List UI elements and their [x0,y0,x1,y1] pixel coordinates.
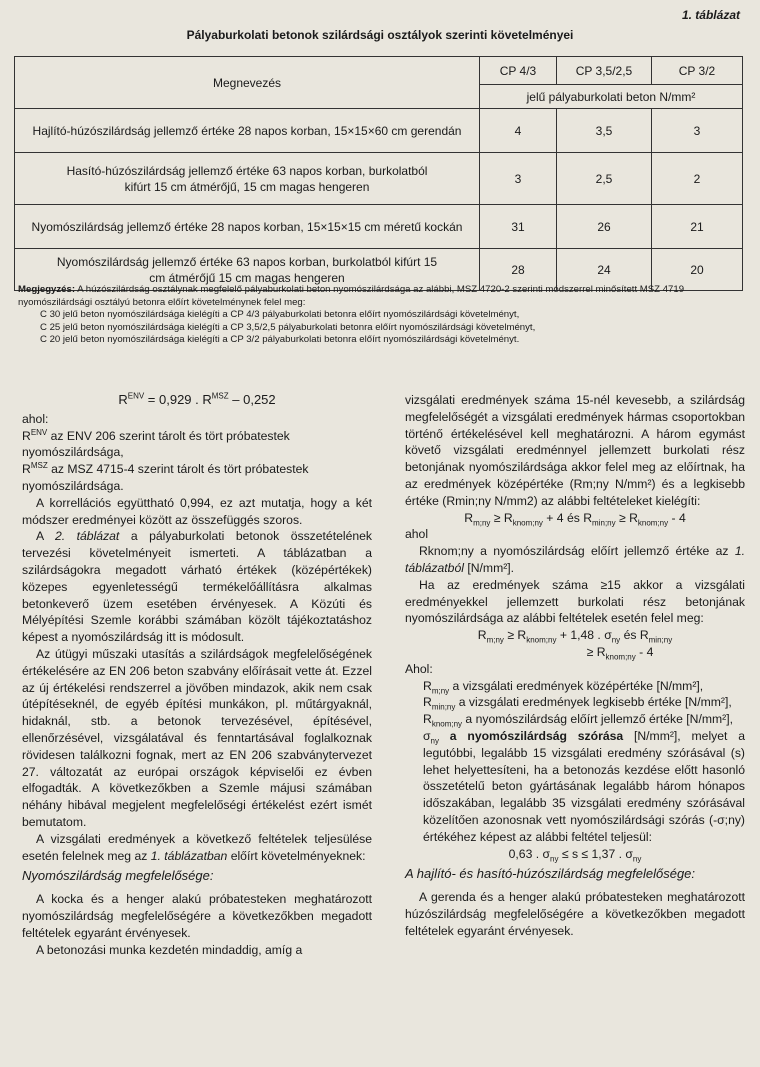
note-item: C 25 jelű beton nyomószilárdsága kielégíti a CP 3,5/2,5 pályaburkolati betonra előírt nyomószilárdsági követelményt, [40,321,536,333]
formula-env: $R^{ENV} = 0,929$ . $R^{MSZ} - 0,252$ [118,391,276,407]
table-label: 1. táblázat [681,8,740,22]
row-value: 24 [557,249,652,291]
row-name: Hajlító-húzószilárdság jellemző értéke 28 napos korban, 15×15×60 cm gerendán [15,109,480,153]
table-row [15,153,743,205]
header-name: Megnevezés [15,57,480,109]
paragraph: vizsgálati eredmények száma 15-nél kevesebb, a szilárdság megfelelőségét a vizsgálati eredmények hármas csoportokban történő értékelésével kell meghatározni. A három egymást követő vizsgálati eredménnyel jellemzett burkolati rész betonjának nyomószilárdsága akkor felel meg az előírtnak, ha az eredmények középértéke (Rm;ny N/mm²) és a legkisebb értéke (Rmin;ny N/mm2) az alábbi feltételeket kielégíti: [405,393,745,508]
requirements-table [14,56,743,291]
row-value: 31 [480,205,557,249]
row-name: Nyomószilárdság jellemző értéke 28 napos korban, 15×15×15 cm méretű kockán [15,205,480,249]
table-note [18,284,743,347]
header-class-1: CP 4/3 [480,57,557,85]
row-value: 20 [652,249,743,291]
formula-3: ≥ $R_{knom;ny} - 4$ [586,644,654,662]
table-row [15,109,743,153]
paragraph: Ha az eredmények száma ≥15 akkor a vizsgálati eredményekkel jellemzett burkolati rész betonjának nyomószilárdsága az alábbi feltételek esetén felel meg: [405,577,745,626]
row-name: Nyomószilárdság jellemző értéke 63 napos korban, burkolatból kifúrt 15 cm átmérőjű 15 cm magas hengeren [15,249,480,291]
left-column [22,392,372,958]
definition: $\sigma_{ny}$ a nyomószilárdság szórása [N/mm²], melyet a legutóbbi, legalább 15 vizsgálati eredmény szórásával (s) lehet helyettesíteni, ha a betonozás kezdése előtt hasonló összetételű beton gyártásának legalább három hónapos időszakában, legalább 35 vizsgálati eredmény szórásával közelítően azonosnak vett nyomószilárdsági szórás (-σ;ny) értékéhez képest az alábbi feltétel teljesül: [423,728,746,844]
right-column [405,392,745,940]
section-heading: Nyomószilárdság megfelelősége: [22,868,214,884]
note-item: C 20 jelű beton nyomószilárdsága kielégíti a CP 3/2 pályaburkolati betonra előírt nyomószilárdsági követelményt. [40,334,520,345]
row-value: 3,5 [557,109,652,153]
definition-renv: $R^{ENV}$ az ENV 206 szerint tárolt és tört próbatestek nyomószilárdsága, [22,427,290,460]
header-class-3: CP 3/2 [652,57,743,85]
formula-4: 0,63 . $\sigma_{ny} \le s \le 1,37$ . $\sigma_{ny}$ [508,846,642,863]
header-class-2: CP 3,5/2,5 [557,57,652,85]
note-item: C 30 jelű beton nyomószilárdsága kielégíti a CP 4/3 pályaburkolati betonra előírt nyomószilárdsági követelményt, [40,309,520,320]
paragraph: A korrellációs együttható 0,994, ez azt mutatja, hogy a két módszer eredményei között az összefüggés szoros. [22,495,372,527]
paragraph: A gerenda és a henger alakú próbatesteken meghatározott húzószilárdság megfelelőségére a következőkben megadott feltételek egyaránt érvényesek. [405,890,745,938]
note-label: Megjegyzés: [18,284,76,295]
formula-1: $R_{m;ny} \ge R_{knom;ny} + 4$ és $R_{min;ny} \ge R_{knom;ny} - 4$ [464,510,686,528]
definition: $R_{knom;ny}$ a nyomószilárdság előírt jellemző értéke [N/mm²], [423,712,733,729]
header-unit: jelű pályaburkolati beton N/mm² [480,85,743,109]
ahol-label: ahol: [22,411,49,426]
row-value: 2 [652,153,743,205]
row-value: 26 [557,205,652,249]
row-name: Hasító-húzószilárdság jellemző értéke 63 napos korban, burkolatból kifúrt 15 cm átmérőjű, 15 cm magas hengeren [15,153,480,205]
definition: $R_{m;ny}$ a vizsgálati eredmények középértéke [N/mm²], [423,678,704,695]
row-value: 2,5 [557,153,652,205]
paragraph: A 2. táblázat a pályaburkolati betonok összetételének tervezési követelményeit ismerteti. A táblázatban a szilárdságokra megadott várható értékek (középértékek) közepes egyenletességű termékelőállításra alkalmas betonkeverő üzem esetében érvényesek. A Közúti és Mélyépítési Szemle korábbi számában közölt tájékoztatáshoz képest a nyomószilárdság itt is módosult. [22,529,372,645]
note-text: A húzószilárdság osztálynak megfelelő pályaburkolati beton nyomószilárdsága az alábbi, MSZ 4720-2 szerinti módszerrel minősített MSZ 4719 nyomószilárdsági osztályú betonra előírt követelménynek felel meg: [18,284,685,308]
paragraph: Az útügyi műszaki utasítás a szilárdságok megfelelőségének értékelésére az EN 206 beton szabvány előírásait vette át. Ezzel az új értékelési rendszerrel a jövőben mindazok, akik nem csak útépítéseknél, de egyéb építési munkákon, pl. műtárgyaknál, hidaknál, stb. a betonok tervezésével, építésével, ellenőrzésével, vizsgálatával és fenntartásával foglalkoznak rövidesen találkozni fognak, mert az EN 206 szabványtervezet 27. változatát az európai országok képviselői ez évben elfogadták. A következőkben a Szemle májusi számában néhány hibával megjelent megfelelőségi értékelést ezért ismét bemutatom. [22,646,372,829]
paragraph: A betonozási munka kezdetén mindaddig, amíg a [36,942,303,957]
ahol-label: Ahol: [405,661,433,676]
table-row [15,205,743,249]
formula-2: $R_{m;ny} \ge R_{knom;ny} + 1,48$ . $\sigma_{ny}$ és $R_{min;ny}$ [477,628,673,645]
row-value: 4 [480,109,557,153]
paragraph: Rknom;ny a nyomószilárdság előírt jellemző értéke az 1. táblázatból [N/mm²]. [405,544,745,575]
paragraph: A vizsgálati eredmények a következő feltételek teljesülése esetén felelnek meg az 1. táblázatban előírt követelményeknek: [22,831,372,863]
row-value: 28 [480,249,557,291]
definition: $R_{min;ny}$ a vizsgálati eredmények legkisebb értéke [N/mm²], [423,695,732,712]
table-title: Pályaburkolati betonok szilárdsági osztályok szerinti követelményei [186,28,574,42]
ahol-label: ahol [405,527,429,542]
row-value: 3 [480,153,557,205]
row-value: 3 [652,109,743,153]
paragraph: A kocka és a henger alakú próbatesteken meghatározott nyomószilárdság megfelelőségére a következőkben megadott feltételek egyaránt érvényesek. [22,892,372,940]
definition-rmsz: $R^{MSZ}$ az MSZ 4715-4 szerint tárolt és tört próbatestek nyomószilárdsága. [22,461,309,493]
section-heading: A hajlító- és hasító-húzószilárdság megfelelősége: [405,866,696,882]
row-value: 21 [652,205,743,249]
